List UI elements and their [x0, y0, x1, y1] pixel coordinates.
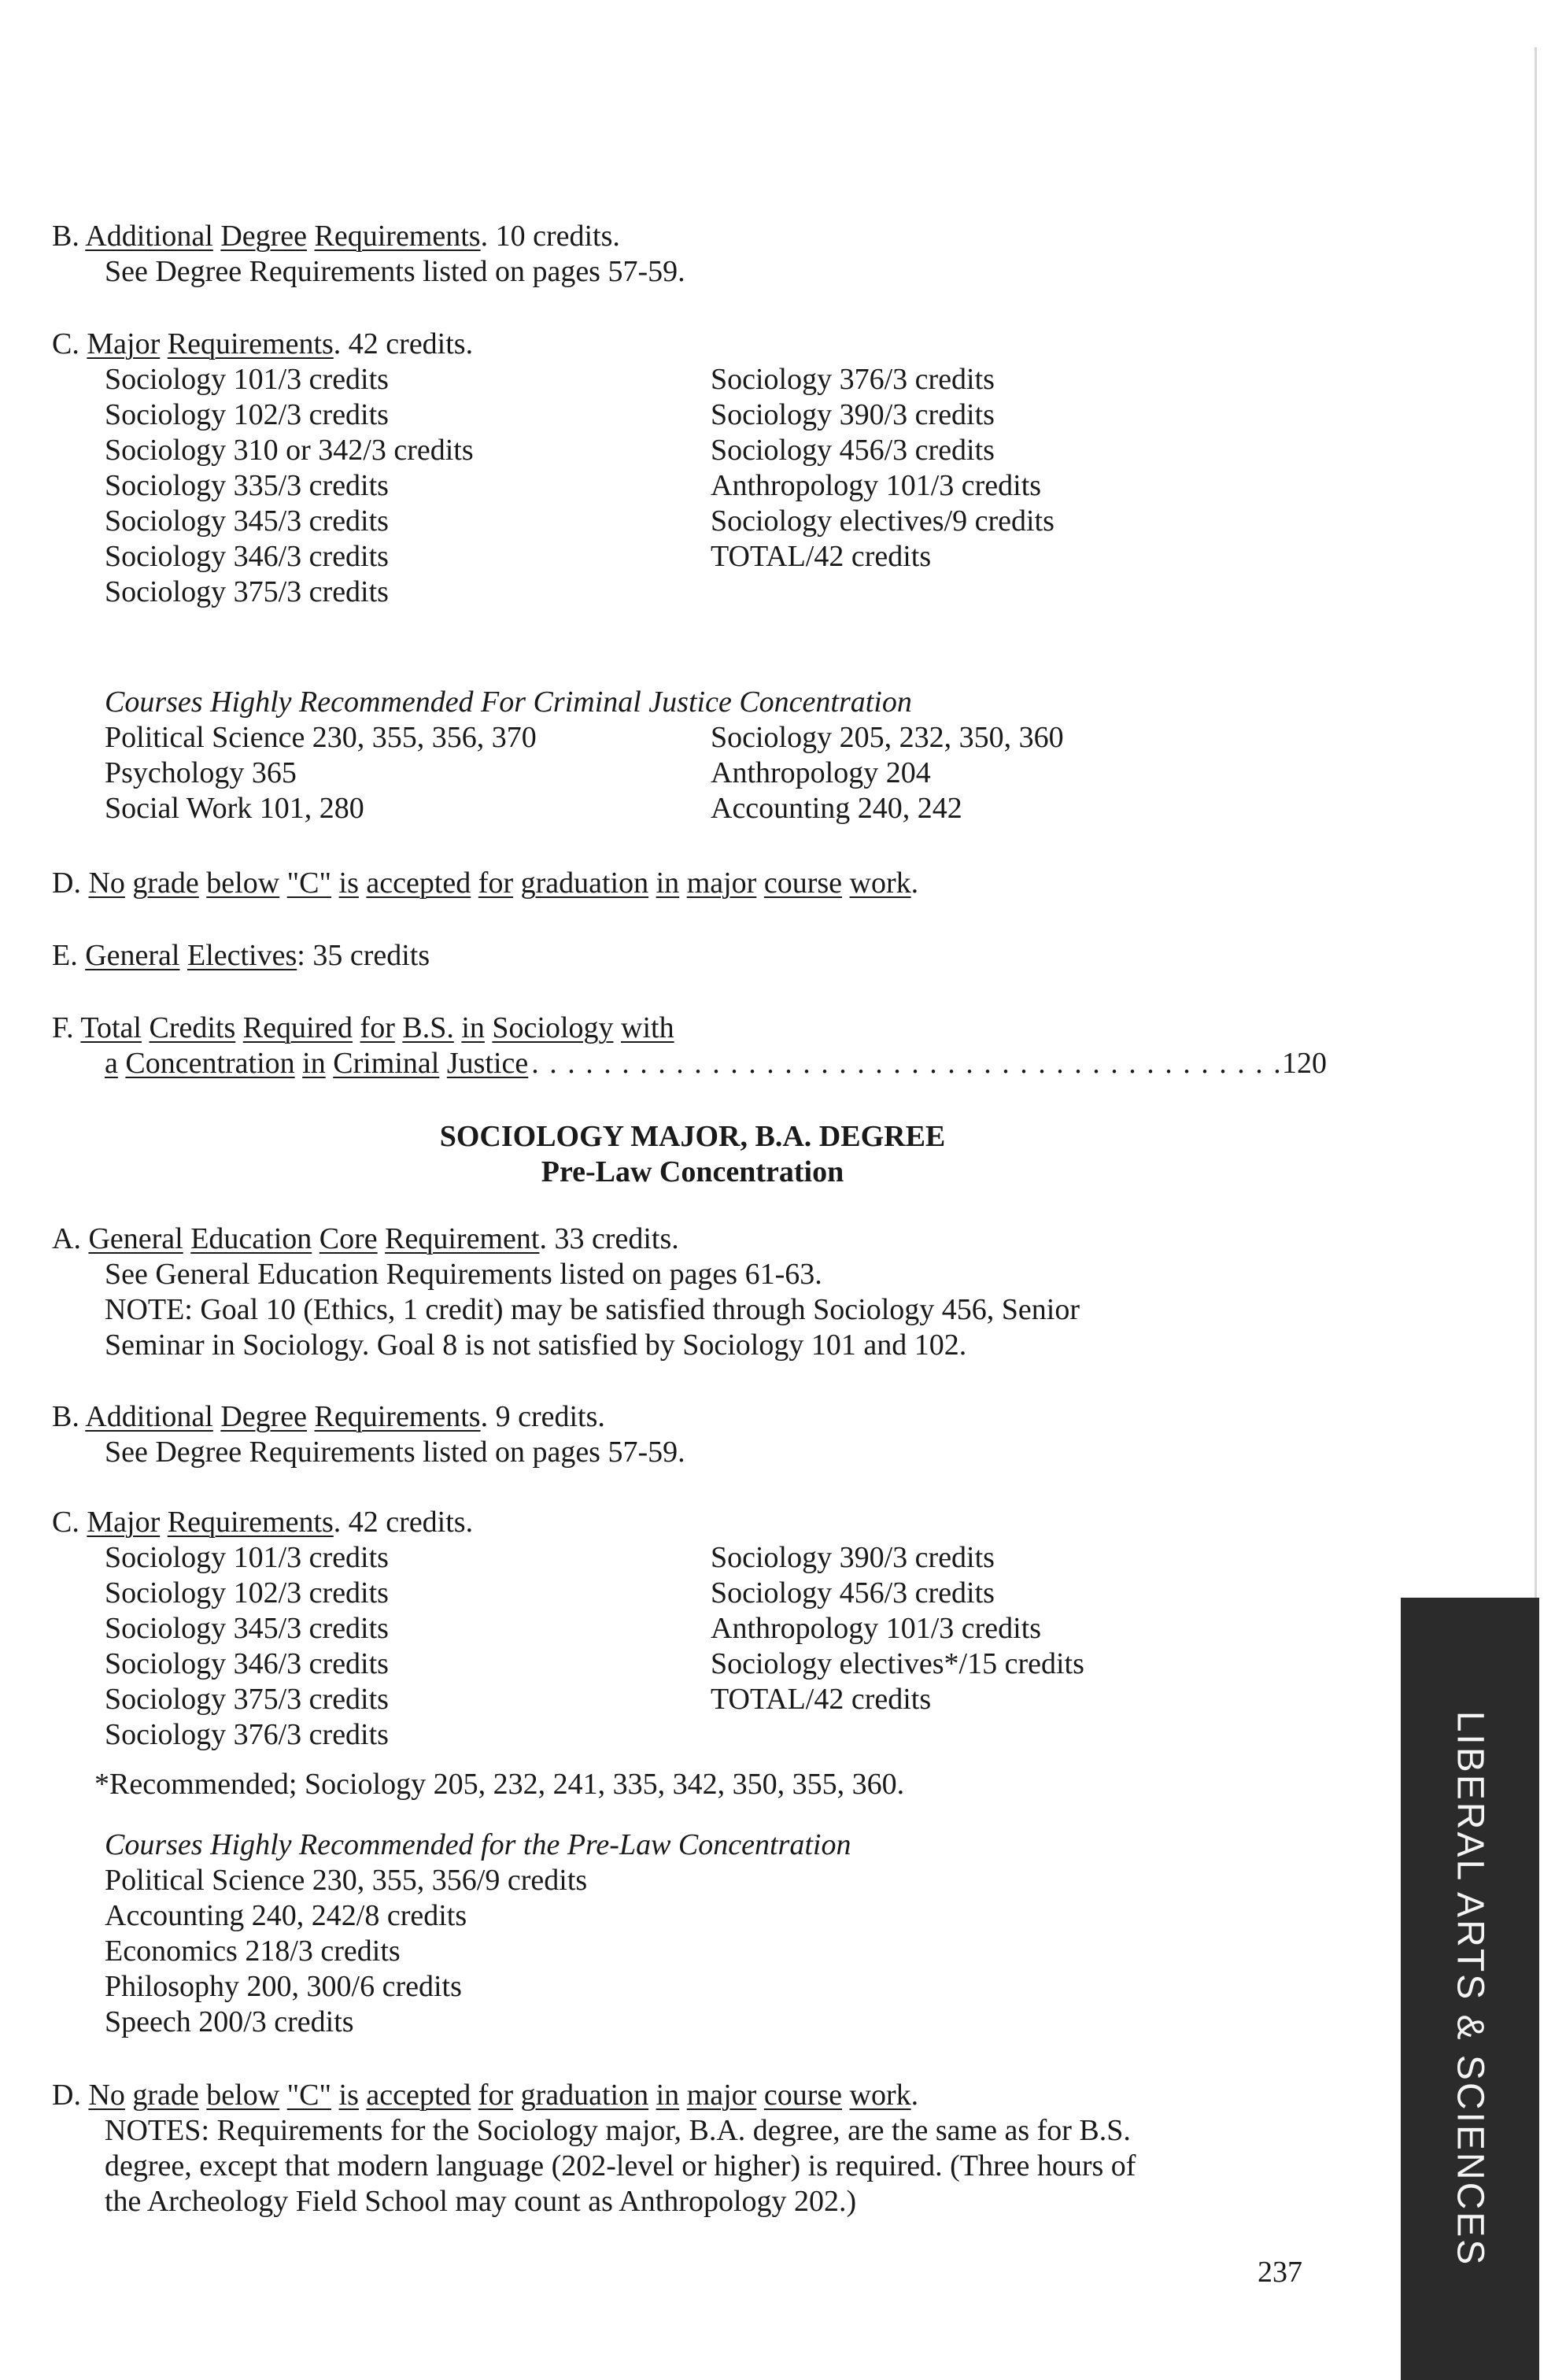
underlined-word: accepted: [366, 867, 471, 900]
underlined-word: "C": [286, 2079, 332, 2112]
underlined-word: for: [478, 867, 514, 900]
recommended-list-right: [711, 720, 1327, 826]
section-credits: . 42 credits.: [333, 1506, 474, 1539]
list-item: NOTE: Goal 10 (Ethics, 1 credit) may be satisfied through Sociology 456, Senior: [105, 1293, 1080, 1326]
underlined-word: for: [478, 2079, 514, 2112]
underlined-word: No: [88, 867, 125, 900]
list-item: Sociology 310 or 342/3 credits: [105, 434, 474, 467]
list-item: Sociology electives/9 credits: [711, 504, 1054, 538]
list-item: Sociology 390/3 credits: [711, 398, 995, 431]
list-item: Seminar in Sociology. Goal 8 is not satisfied by Sociology 101 and 102.: [105, 1329, 967, 1362]
underlined-word: Total: [80, 1011, 142, 1044]
list-item: Sociology 101/3 credits: [105, 1541, 389, 1574]
underlined-word: Education: [190, 1222, 312, 1255]
list-item: Philosophy 200, 300/6 credits: [105, 1970, 462, 2003]
bs-section-e: [52, 938, 1327, 974]
course-list-left: [105, 1540, 711, 1753]
section-title: [85, 1400, 480, 1433]
list-item: Sociology 375/3 credits: [105, 1683, 389, 1716]
underlined-word: Additional: [85, 220, 213, 253]
list-item: Political Science 230, 355, 356, 370: [105, 721, 537, 754]
list-item: Social Work 101, 280: [105, 792, 364, 825]
bs-section-d: D. No grade below "C" is accepted for graduation in major course work.: [52, 867, 919, 900]
ba-section-b: [52, 1399, 1327, 1470]
list-item: Sociology 375/3 credits: [105, 575, 389, 608]
section-title: [85, 939, 297, 972]
underlined-word: "C": [286, 867, 332, 900]
course-list-left: [105, 362, 711, 610]
underlined-word: General: [88, 1222, 183, 1255]
list-item: Sociology 345/3 credits: [105, 1612, 389, 1645]
underlined-word: in: [656, 2079, 680, 2112]
list-item: Psychology 365: [105, 756, 297, 789]
ba-section-c: [52, 1505, 1327, 1802]
section-title: [87, 1506, 333, 1539]
section-title: [88, 2079, 910, 2112]
course-columns: [52, 1540, 1327, 1753]
electives-footnote: *Recommended; Sociology 205, 232, 241, 335, 342, 350, 355, 360.: [94, 1768, 905, 1801]
section-letter: A.: [52, 1222, 81, 1255]
underlined-word: in: [302, 1047, 326, 1080]
list-item: Sociology electives*/15 credits: [711, 1647, 1084, 1680]
underlined-word: Requirements: [314, 220, 481, 253]
underlined-word: Requirement: [385, 1222, 540, 1255]
underlined-word: course: [763, 2079, 843, 2112]
ba-concentration-subtitle: Pre-Law Concentration: [541, 1155, 844, 1188]
total-credits: 120: [1282, 1047, 1327, 1080]
list-item: Sociology 335/3 credits: [105, 469, 389, 502]
underlined-word: for: [360, 1011, 395, 1044]
section-title: [88, 867, 910, 900]
recommended-columns: [52, 720, 1327, 826]
underlined-word: Criminal: [333, 1047, 440, 1080]
underlined-word: Degree: [220, 220, 308, 253]
list-item: Sociology 390/3 credits: [711, 1541, 995, 1574]
section-letter: E.: [52, 939, 78, 972]
list-item: the Archeology Field School may count as Anthropology 202.): [105, 2185, 857, 2218]
list-item: Sociology 102/3 credits: [105, 398, 389, 431]
page-edge-shadow: [1535, 47, 1537, 1598]
underlined-word: accepted: [366, 2079, 471, 2112]
recommended-heading: Courses Highly Recommended For Criminal Justice Concentration: [105, 686, 912, 719]
bs-section-f: [52, 1011, 1327, 1081]
underlined-word: General: [85, 939, 180, 972]
bs-section-b: [52, 219, 1327, 290]
section-note: See Degree Requirements listed on pages 57-59.: [105, 255, 685, 288]
dot-leader: [531, 1046, 1279, 1081]
underlined-word: Sociology: [492, 1011, 614, 1044]
underlined-word: below: [206, 867, 280, 900]
underlined-word: Justice: [446, 1047, 529, 1080]
ba-recommended-courses: [52, 1828, 1327, 2040]
list-item: Anthropology 101/3 credits: [711, 1612, 1042, 1645]
section-letter: B.: [52, 220, 79, 253]
section-credits: . 10 credits.: [480, 220, 620, 253]
section-side-tab: [1401, 1598, 1539, 2380]
section-letter: D.: [52, 2079, 81, 2112]
section-note: See Degree Requirements listed on pages 57-59.: [105, 1436, 685, 1469]
list-item: Political Science 230, 355, 356/9 credits: [105, 1864, 588, 1897]
underlined-word: Requirements: [167, 327, 334, 360]
underlined-word: Major: [87, 327, 161, 360]
underlined-word: Concentration: [125, 1047, 295, 1080]
ba-major-title: SOCIOLOGY MAJOR, B.A. DEGREE: [439, 1120, 946, 1153]
list-item: Sociology 346/3 credits: [105, 1647, 389, 1680]
section-notes: [52, 2113, 1327, 2219]
underlined-word: is: [338, 867, 359, 900]
underlined-word: in: [656, 867, 680, 900]
page-number: 237: [1258, 2256, 1302, 2289]
course-list-right: [711, 1540, 1327, 1753]
underlined-word: work: [849, 867, 911, 900]
section-letter: C.: [52, 327, 79, 360]
underlined-word: Additional: [85, 1400, 213, 1433]
bs-section-c: [52, 327, 1327, 610]
list-item: Sociology 102/3 credits: [105, 1576, 389, 1609]
underlined-word: Credits: [149, 1011, 236, 1044]
underlined-word: B.S.: [402, 1011, 454, 1044]
list-item: Speech 200/3 credits: [105, 2005, 354, 2038]
list-item: TOTAL/42 credits: [711, 540, 932, 573]
underlined-word: a: [105, 1047, 118, 1080]
section-credits: . 9 credits.: [480, 1400, 605, 1433]
list-item: degree, except that modern language (202-level or higher) is required. (Three hours of: [105, 2149, 1136, 2182]
recommended-list: [52, 1863, 1327, 2040]
section-title: [80, 1011, 674, 1044]
section-credits: . 33 credits.: [539, 1222, 679, 1255]
section-letter: F.: [52, 1011, 74, 1044]
section-title: [87, 327, 333, 360]
ba-section-a: [52, 1221, 1327, 1363]
underlined-word: Requirements: [167, 1506, 334, 1539]
underlined-word: course: [763, 867, 843, 900]
recommended-heading: Courses Highly Recommended for the Pre-Law Concentration: [105, 1828, 851, 1861]
list-item: Sociology 456/3 credits: [711, 1576, 995, 1609]
list-item: Anthropology 204: [711, 756, 931, 789]
course-columns: [52, 362, 1327, 610]
list-item: Sociology 101/3 credits: [105, 363, 389, 396]
list-item: Sociology 205, 232, 350, 360: [711, 721, 1064, 754]
underlined-word: grade: [132, 2079, 199, 2112]
underlined-word: No: [88, 2079, 125, 2112]
underlined-word: in: [461, 1011, 485, 1044]
section-credits: : 35 credits: [297, 939, 430, 972]
list-item: Accounting 240, 242: [711, 792, 962, 825]
section-title-continued: [105, 1046, 528, 1081]
underlined-word: graduation: [520, 2079, 649, 2112]
section-letter: B.: [52, 1400, 79, 1433]
section-credits: . 42 credits.: [333, 327, 474, 360]
underlined-word: Core: [319, 1222, 378, 1255]
list-item: Economics 218/3 credits: [105, 1935, 401, 1968]
underlined-word: Degree: [220, 1400, 308, 1433]
underlined-word: work: [849, 2079, 911, 2112]
list-item: Sociology 376/3 credits: [105, 1718, 389, 1751]
underlined-word: Requirements: [314, 1400, 481, 1433]
underlined-word: grade: [132, 867, 199, 900]
section-letter: C.: [52, 1506, 79, 1539]
underlined-word: major: [686, 867, 757, 900]
section-title: [85, 220, 480, 253]
course-list-right: [711, 362, 1327, 610]
section-letter: D.: [52, 867, 81, 900]
section-title: [88, 1222, 539, 1255]
list-item: Sociology 456/3 credits: [711, 434, 995, 467]
list-item: TOTAL/42 credits: [711, 1683, 932, 1716]
ba-section-d: D. No grade below "C" is accepted for graduation in major course work. NOTES: Requirements for the Sociology major, B.A. degree, are the same as for B.S. degree, except that modern language (202-level or higher) is required. (Three hours of the Archeology Field School may count as Anthropology 202.): [52, 2078, 1327, 2219]
recommended-list-left: [105, 720, 711, 826]
list-item: Anthropology 101/3 credits: [711, 469, 1042, 502]
underlined-word: below: [206, 2079, 280, 2112]
list-item: Sociology 345/3 credits: [105, 504, 389, 538]
section-notes: [52, 1257, 1327, 1363]
underlined-word: Major: [87, 1506, 161, 1539]
underlined-word: Electives: [187, 939, 297, 972]
underlined-word: Required: [242, 1011, 353, 1044]
underlined-word: with: [621, 1011, 674, 1044]
total-credits-row: [52, 1046, 1327, 1081]
bs-recommended-courses: [52, 685, 1327, 826]
side-tab-label: LIBERAL ARTS & SCIENCES: [1449, 1710, 1491, 2267]
underlined-word: graduation: [520, 867, 649, 900]
list-item: Sociology 346/3 credits: [105, 540, 389, 573]
underlined-word: major: [686, 2079, 757, 2112]
list-item: Sociology 376/3 credits: [711, 363, 995, 396]
underlined-word: is: [338, 2079, 359, 2112]
list-item: See General Education Requirements listed on pages 61-63.: [105, 1258, 822, 1291]
list-item: NOTES: Requirements for the Sociology major, B.A. degree, are the same as for B.S.: [105, 2114, 1131, 2147]
list-item: Accounting 240, 242/8 credits: [105, 1899, 467, 1932]
